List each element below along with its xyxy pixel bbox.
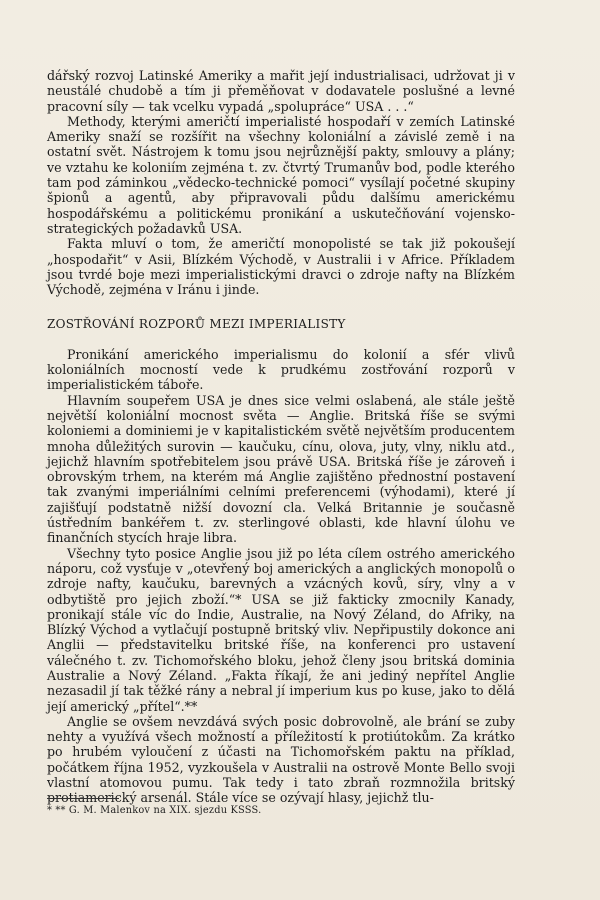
footnote-divider xyxy=(47,798,119,799)
paragraph-facts: Fakta mluví o tom, že američtí monopolisté se tak již pokoušejí „hospodařit“ v Asii, Blízkém Východě, v Australii i v Africe. Příkladem jsou tvrdé boje mezi imperialistickými dravci o zdroje nafty na Blízkém Východě, zejména v Iránu i jinde. xyxy=(47,236,515,298)
paragraph-penetration: Pronikání amerického imperialismu do kolonií a sfér vlivů koloniálních mocností vede k prudkému zostřování rozporů v imperialistickém táboře. xyxy=(47,346,515,393)
paragraph-continuation: dářský rozvoj Latinské Ameriky a mařit její industrialisaci, udržovat ji v neustálé chudobě a tím ji přeměňovat v dodavatele poslušné a levné pracovní síly — tak vcelku vypadá „spolupráce“ USA . . .“ xyxy=(47,68,515,114)
paragraph-england-defends: Anglie se ovšem nevzdává svých posic dobrovolně, ale brání se zuby nehty a využívá všech možností a příležitostí k protiútokům. Za krátko po hrubém vyloučení z účasti na Tichomořském paktu na příklad, počátkem října 1952, vyzkoušela v Australii na ostrově Monte Bello svoji vlastní atomovou pumu. Tak tedy i tato zbraň rozmnožila britský protiamerický arsenál. Stále více se ozývají hlasy, jejichž tlu- xyxy=(47,713,515,806)
body-text xyxy=(47,68,515,806)
section-heading: ZOSTŘOVÁNÍ ROZPORŮ MEZI IMPERIALISTY xyxy=(47,317,346,332)
paragraph-main-rival: Hlavním soupeřem USA je dnes sice velmi oslabená, ale stále ještě největší koloniální mocnost světa — Anglie. Britská říše se svými koloniemi a dominiemi je v kapitalistickém světě největším producentem mnoha důležitých surovin — kaučuku, cínu, olova, juty, vlny, niklu atd., jejichž hlavním spotřebitelem jsou právě USA. Britská říše je zároveň i obrovským trhem, na kterém má Anglie zajištěno přednostní postavení tak zvanými imperiálními celními preferencemi (výhodami), které jí zajišťují podstatně nižší dovozní cla. Velká Britannie je současně ústředním bankéřem t. zv. sterlingové oblasti, kde hlavní úlohu ve finančních stycích hraje libra. xyxy=(47,392,515,546)
paragraph-positions: Všechny tyto posice Anglie jsou již po léta cílem ostrého amerického náporu, což vysťuje v „otevřený boj amerických a anglických monopolů o zdroje nafty, kaučuku, barevných a vzácných kovů, síry, vlny a v odbytiště pro jejich zboží.“* USA se již fakticky zmocnily Kanady, pronikají stále víc do Indie, Australie, na Nový Zéland, do Afriky, na Blízký Východ a vytlačují postupně britský vliv. Nepřipustily dokonce ani Anglii — představitelku britské říše, na konferenci pro ustavení válečného t. zv. Tichomořského bloku, jehož členy jsou britská dominia Australie a Nový Zéland. „Fakta říkají, že ani jediný nepřítel Anglie nezasadil jí tak těžké rány a nebral jí imperium kus po kuse, jako to dělá její americký „přítel“.** xyxy=(47,545,515,714)
footnote: * ** G. M. Malenkov na XIX. sjezdu KSSS. xyxy=(47,805,262,816)
paragraph-methods: Methody, kterými američtí imperialisté hospodaří v zemích Latinské Ameriky snaží se rozšířit na všechny koloniální a závislé země i na ostatní svět. Nástrojem k tomu jsou nejrůznější pakty, smlouvy a plány; ve vztahu ke koloniím zejména t. zv. čtvrtý Trumanův bod, podle kterého tam pod záminkou „vědecko-technické pomoci“ vysílají početné skupiny špionů a agentů, aby připravovali půdu dalšímu americkému hospodářskému a politickému pronikání a uskutečňování vojensko-strategických požadavků USA. xyxy=(47,113,515,236)
